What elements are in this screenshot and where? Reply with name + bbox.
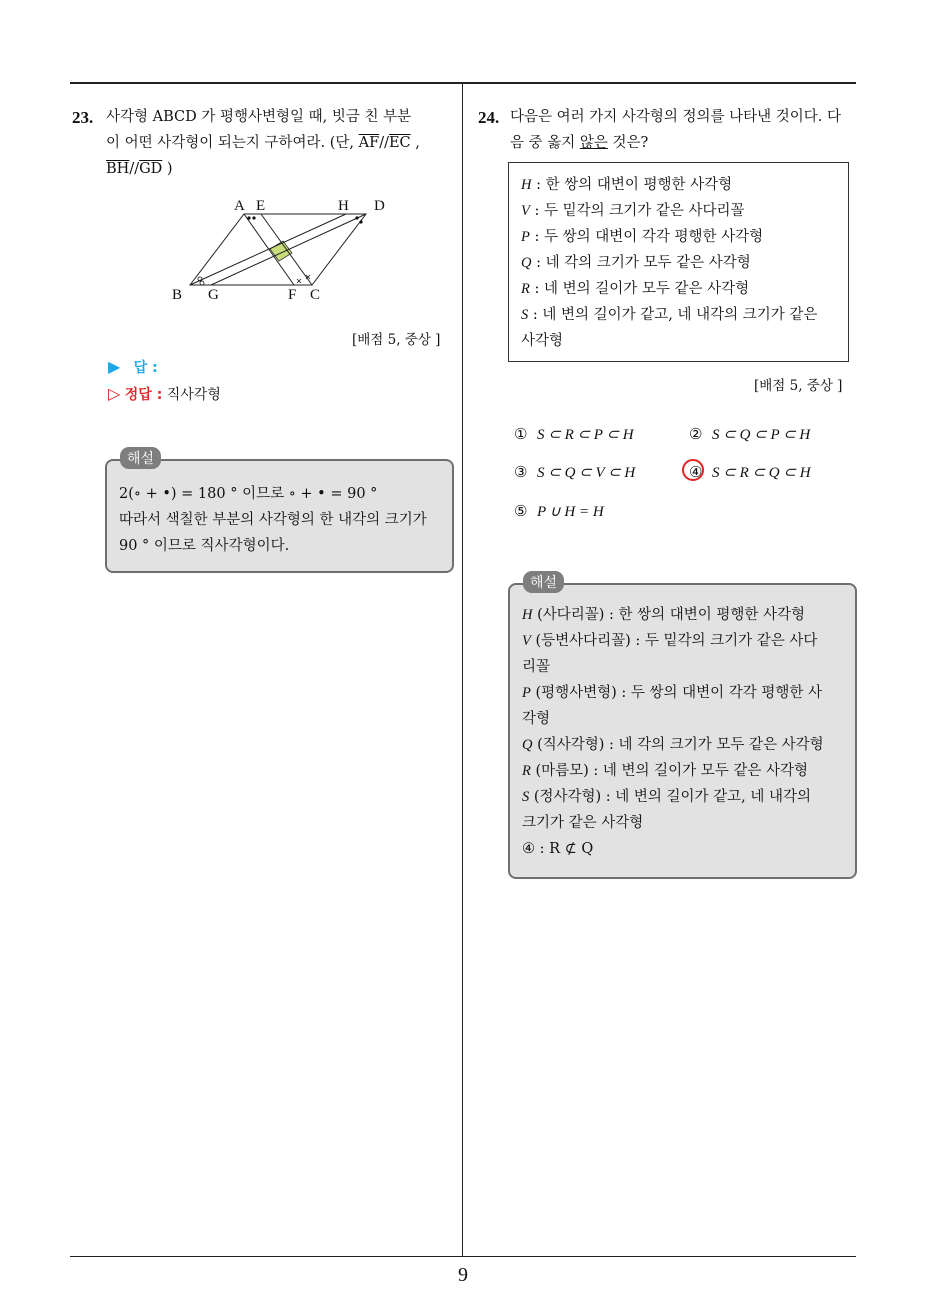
label-f: F: [288, 287, 297, 303]
q23-question: [106, 104, 456, 182]
segment-ec: $\overline{EC}$: [388, 135, 411, 151]
q24-explanation-tag: 해설: [523, 571, 564, 593]
q24-expl-row: 리꼴: [522, 659, 551, 675]
q24-question: [510, 104, 858, 156]
def-row: P : 두 쌍의 대변이 각각 평행한 사각형: [521, 229, 764, 245]
segment-gd: $\overline{GD}$: [139, 161, 163, 177]
choice-1[interactable]: ① S ⊂ R ⊂ P ⊂ H: [514, 425, 634, 443]
column-divider: [462, 84, 463, 1256]
label-g: G: [208, 287, 219, 303]
label-h: H: [338, 198, 349, 214]
q24-number: 24.: [478, 108, 500, 127]
label-a: A: [234, 198, 245, 214]
header-rule: [70, 82, 856, 84]
q23-expl-line1: 2(∘ + •) = 180 ° 이므로 ∘ + • = 90 °: [119, 486, 378, 502]
segment-af: $\overline{AF}$: [358, 135, 380, 151]
segment-bh: $\overline{BH}$: [106, 161, 130, 177]
choice-5[interactable]: ⑤ P ∪ H = H: [514, 502, 604, 520]
triangle-outline-icon: ▷: [108, 384, 121, 403]
q24-expl-row: R (마름모) : 네 변의 길이가 모두 같은 사각형: [522, 763, 809, 779]
q23-line3: $\overline{BH}//\overline{GD}$ ): [106, 161, 173, 177]
def-row: Q : 네 각의 크기가 모두 같은 사각형: [521, 255, 751, 271]
q23-answer-line: [108, 357, 158, 377]
label-e: E: [256, 198, 266, 214]
choice-4[interactable]: ④ S ⊂ R ⊂ Q ⊂ H: [689, 463, 811, 481]
q24-score: [배점 5, 중상 ]: [754, 378, 843, 394]
q23-score: [배점 5, 중상 ]: [352, 332, 441, 348]
answer-label: 답 :: [133, 360, 158, 376]
q23-correct-line: [108, 384, 221, 404]
def-row: V : 두 밑각의 크기가 같은 사다리꼴: [521, 203, 745, 219]
q23-line1: 사각형 ABCD 가 평행사변형일 때, 빗금 친 부분: [106, 109, 412, 125]
q23-expl-line2: 따라서 색칠한 부분의 사각형의 한 내각의 크기가: [119, 512, 427, 528]
choice-3[interactable]: ③ S ⊂ Q ⊂ V ⊂ H: [514, 463, 636, 481]
line-bh: [190, 214, 346, 285]
choice-2[interactable]: ② S ⊂ Q ⊂ P ⊂ H: [689, 425, 811, 443]
q23-line2: 이 어떤 사각형이 되는지 구하여라. (단, $\overline{AF}//\overline{EC}$ ,: [106, 135, 420, 151]
def-row: R : 네 변의 길이가 모두 같은 사각형: [521, 281, 750, 297]
q23-expl-line3: 90 ° 이므로 직사각형이다.: [119, 538, 290, 554]
q24-expl-final: ④ : R ⊄ Q: [522, 841, 594, 857]
q24-explanation-box: [508, 583, 857, 879]
play-icon: ▶: [108, 357, 121, 376]
q24-expl-row: 크기가 같은 사각형: [522, 815, 644, 831]
correct-label: 정답 :: [124, 387, 163, 403]
line-gd: [211, 214, 366, 285]
q24-line2: 음 중 옳지 않은 것은?: [510, 135, 649, 151]
q24-line1: 다음은 여러 가지 사각형의 정의를 나타낸 것이다. 다: [510, 109, 842, 125]
q23-number: 23.: [72, 108, 94, 127]
def-row: 사각형: [521, 333, 564, 349]
angle-marks: [247, 216, 362, 223]
label-d: D: [374, 198, 385, 214]
page-number: 9: [458, 1264, 468, 1286]
q24-emphasis: 않은: [579, 135, 608, 151]
label-c: C: [310, 287, 321, 303]
def-row: S : 네 변의 길이가 같고, 네 내각의 크기가 같은: [521, 307, 818, 323]
label-b: B: [172, 287, 183, 303]
q24-expl-row: P (평행사변형) : 두 쌍의 대변이 각각 평행한 사: [522, 685, 823, 701]
parallelogram-figure: [166, 192, 406, 308]
q24-expl-row: V (등변사다리꼴) : 두 밑각의 크기가 같은 사다: [522, 633, 818, 649]
q24-expl-row: H (사다리꼴) : 한 쌍의 대변이 평행한 사각형: [522, 607, 806, 623]
definition-box: [508, 162, 849, 362]
q24-expl-row: S (정사각형) : 네 변의 길이가 같고, 네 내각의: [522, 789, 812, 805]
q23-explanation-box: [105, 459, 454, 573]
q24-expl-row: 각형: [522, 711, 551, 727]
correct-value: 직사각형: [166, 387, 221, 403]
q23-explanation-tag: 해설: [120, 447, 161, 469]
def-row: H : 한 쌍의 대변이 평행한 사각형: [521, 177, 733, 193]
footer-rule: [70, 1256, 856, 1257]
q24-expl-row: Q (직사각형) : 네 각의 크기가 모두 같은 사각형: [522, 737, 824, 753]
